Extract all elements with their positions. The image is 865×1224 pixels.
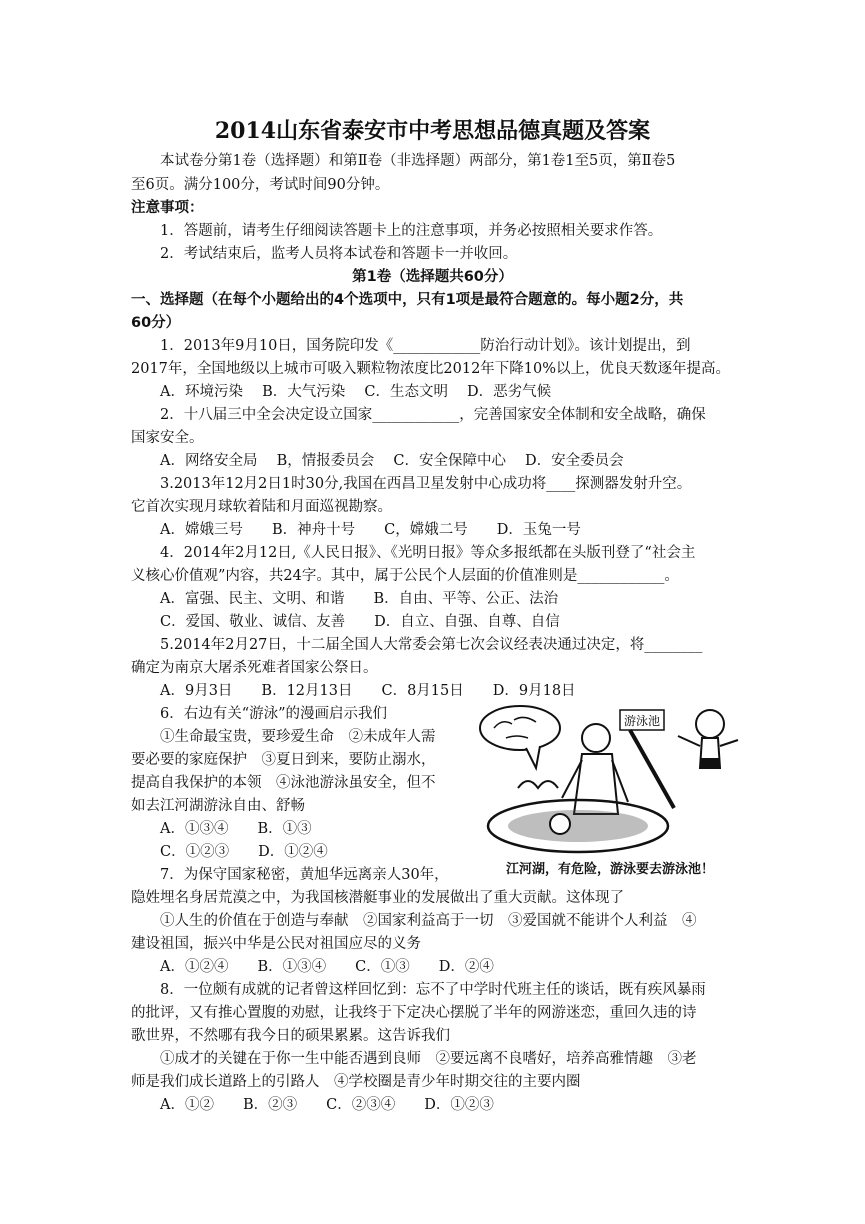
question-text: 4．2014年2月12日,《人民日报》、《光明日报》等众多报纸都在头版刊登了“社会主	[160, 545, 696, 561]
question-options: A．①② B．②③ C．②③④ D．①②③	[160, 1097, 494, 1113]
page-title: 2014山东省泰安市中考思想品德真题及答案	[214, 118, 651, 144]
intro-line: 本试卷分第1卷（选择题）和第Ⅱ卷（非选择题）两部分，第1卷1至5页，第Ⅱ卷5	[160, 153, 676, 169]
question-text: 3.2013年12月2日1时30分,我国在西昌卫星发射中心成功将____探测器发射升空。	[160, 476, 692, 492]
notice-item: 1．答题前，请考生仔细阅读答题卡上的注意事项，并务必按照相关要求作答。	[160, 223, 663, 239]
question-text: 2017年，全国地级以上城市可吸入颗粒物浓度比2012年下降10%以上，优良天数逐年提高。	[131, 361, 731, 377]
question-text: 8．一位颇有成就的记者曾这样回忆到：忘不了中学时代班主任的谈话，既有疾风暴雨	[160, 982, 706, 998]
question-text: 歌世界，不然哪有我今日的硕果累累。这告诉我们	[131, 1028, 450, 1044]
speech-bubble-icon	[480, 706, 560, 750]
question-text: 5.2014年2月27日，十二届全国人大常委会第七次会议经表决通过决定，将________	[160, 637, 703, 653]
question-options: A．①②④ B．①③④ C．①③ D．②④	[160, 959, 494, 975]
adult-icon	[582, 724, 610, 752]
question-options: A．富强、民主、文明、和谐 B．自由、平等、公正、法治	[160, 591, 559, 607]
question-options: C．①②③ D．①②④	[160, 844, 328, 860]
question-text: 义核心价值观”内容，共24字。其中，属于公民个人层面的价值准则是____________。	[131, 568, 679, 584]
part-heading: 60分）	[131, 315, 181, 331]
section-title: 第1卷（选择题共60分）	[352, 269, 513, 285]
question-text: 国家安全。	[131, 430, 204, 446]
question-text: 师是我们成长道路上的引路人 ④学校圈是青少年时期交往的主要内圈	[131, 1074, 581, 1090]
question-text: 建设祖国，振兴中华是公民对祖国应尽的义务	[131, 936, 421, 952]
question-text: 2．十八届三中全会决定设立国家____________，完善国家安全体制和安全战略，确保	[160, 407, 706, 423]
question-options: A．环境污染 B．大气污染 C．生态文明 D．恶劣气候	[160, 384, 552, 400]
notice-heading: 注意事项：	[131, 200, 204, 216]
question-text: ①人生的价值在于创造与奉献 ②国家利益高于一切 ③爱国就不能讲个人利益 ④	[160, 913, 697, 929]
question-text: 要必要的家庭保护 ③夏日到来，要防止溺水，	[131, 752, 436, 768]
question-options: A．①③④ B．①③	[160, 821, 312, 837]
question-options: C．爱国、敬业、诚信、友善 D．自立、自强、自尊、自信	[160, 614, 560, 630]
swimming-cartoon	[478, 698, 740, 878]
question-text: 确定为南京大屠杀死难者国家公祭日。	[131, 660, 378, 676]
question-options: A．网络安全局 B，情报委员会 C．安全保障中心 D．安全委员会	[160, 453, 624, 469]
intro-line: 至6页。满分100分，考试时间90分钟。	[131, 177, 390, 193]
question-text: ①生命最宝贵，要珍爱生命 ②未成年人需	[160, 729, 436, 745]
question-text: ①成才的关键在于你一生中能否遇到良师 ②要远离不良嗜好，培养高雅情趣 ③老	[160, 1051, 697, 1067]
question-text: 它首次实现月球软着陆和月面巡视勘察。	[131, 499, 392, 515]
question-options: A．9月3日 B．12月13日 C．8月15日 D．9月18日	[160, 683, 576, 699]
question-text: 的批评，又有推心置腹的劝慰，让我终于下定决心摆脱了半年的网游迷恋，重回久违的诗	[131, 1005, 697, 1021]
question-options: A．嫦娥三号 B．神舟十号 C，嫦娥二号 D．玉兔一号	[160, 522, 581, 538]
cartoon-caption: 江河湖，有危险，游泳要去游泳池！	[505, 862, 714, 877]
question-text: 7．为保守国家秘密，黄旭华远离亲人30年，	[160, 867, 449, 883]
question-text: 6．右边有关“游泳”的漫画启示我们	[160, 706, 388, 722]
question-text: 提高自我保护的本领 ④泳池游泳虽安全，但不	[131, 775, 436, 791]
notice-item: 2．考试结束后，监考人员将本试卷和答题卡一并收回。	[160, 246, 518, 262]
question-text: 隐姓埋名身居荒漠之中，为我国核潜艇事业的发展做出了重大贡献。这体现了	[131, 890, 624, 906]
child-icon	[696, 710, 724, 738]
question-text: 1．2013年9月10日，国务院印发《____________防治行动计划》。该计划提出，到	[160, 338, 691, 354]
part-heading: 一、选择题（在每个小题给出的4个选项中，只有1项是最符合题意的。每小题2分，共	[131, 292, 684, 308]
question-text: 如去江河湖游泳自由、舒畅	[131, 798, 305, 814]
sign-label: 游泳池	[623, 714, 661, 728]
